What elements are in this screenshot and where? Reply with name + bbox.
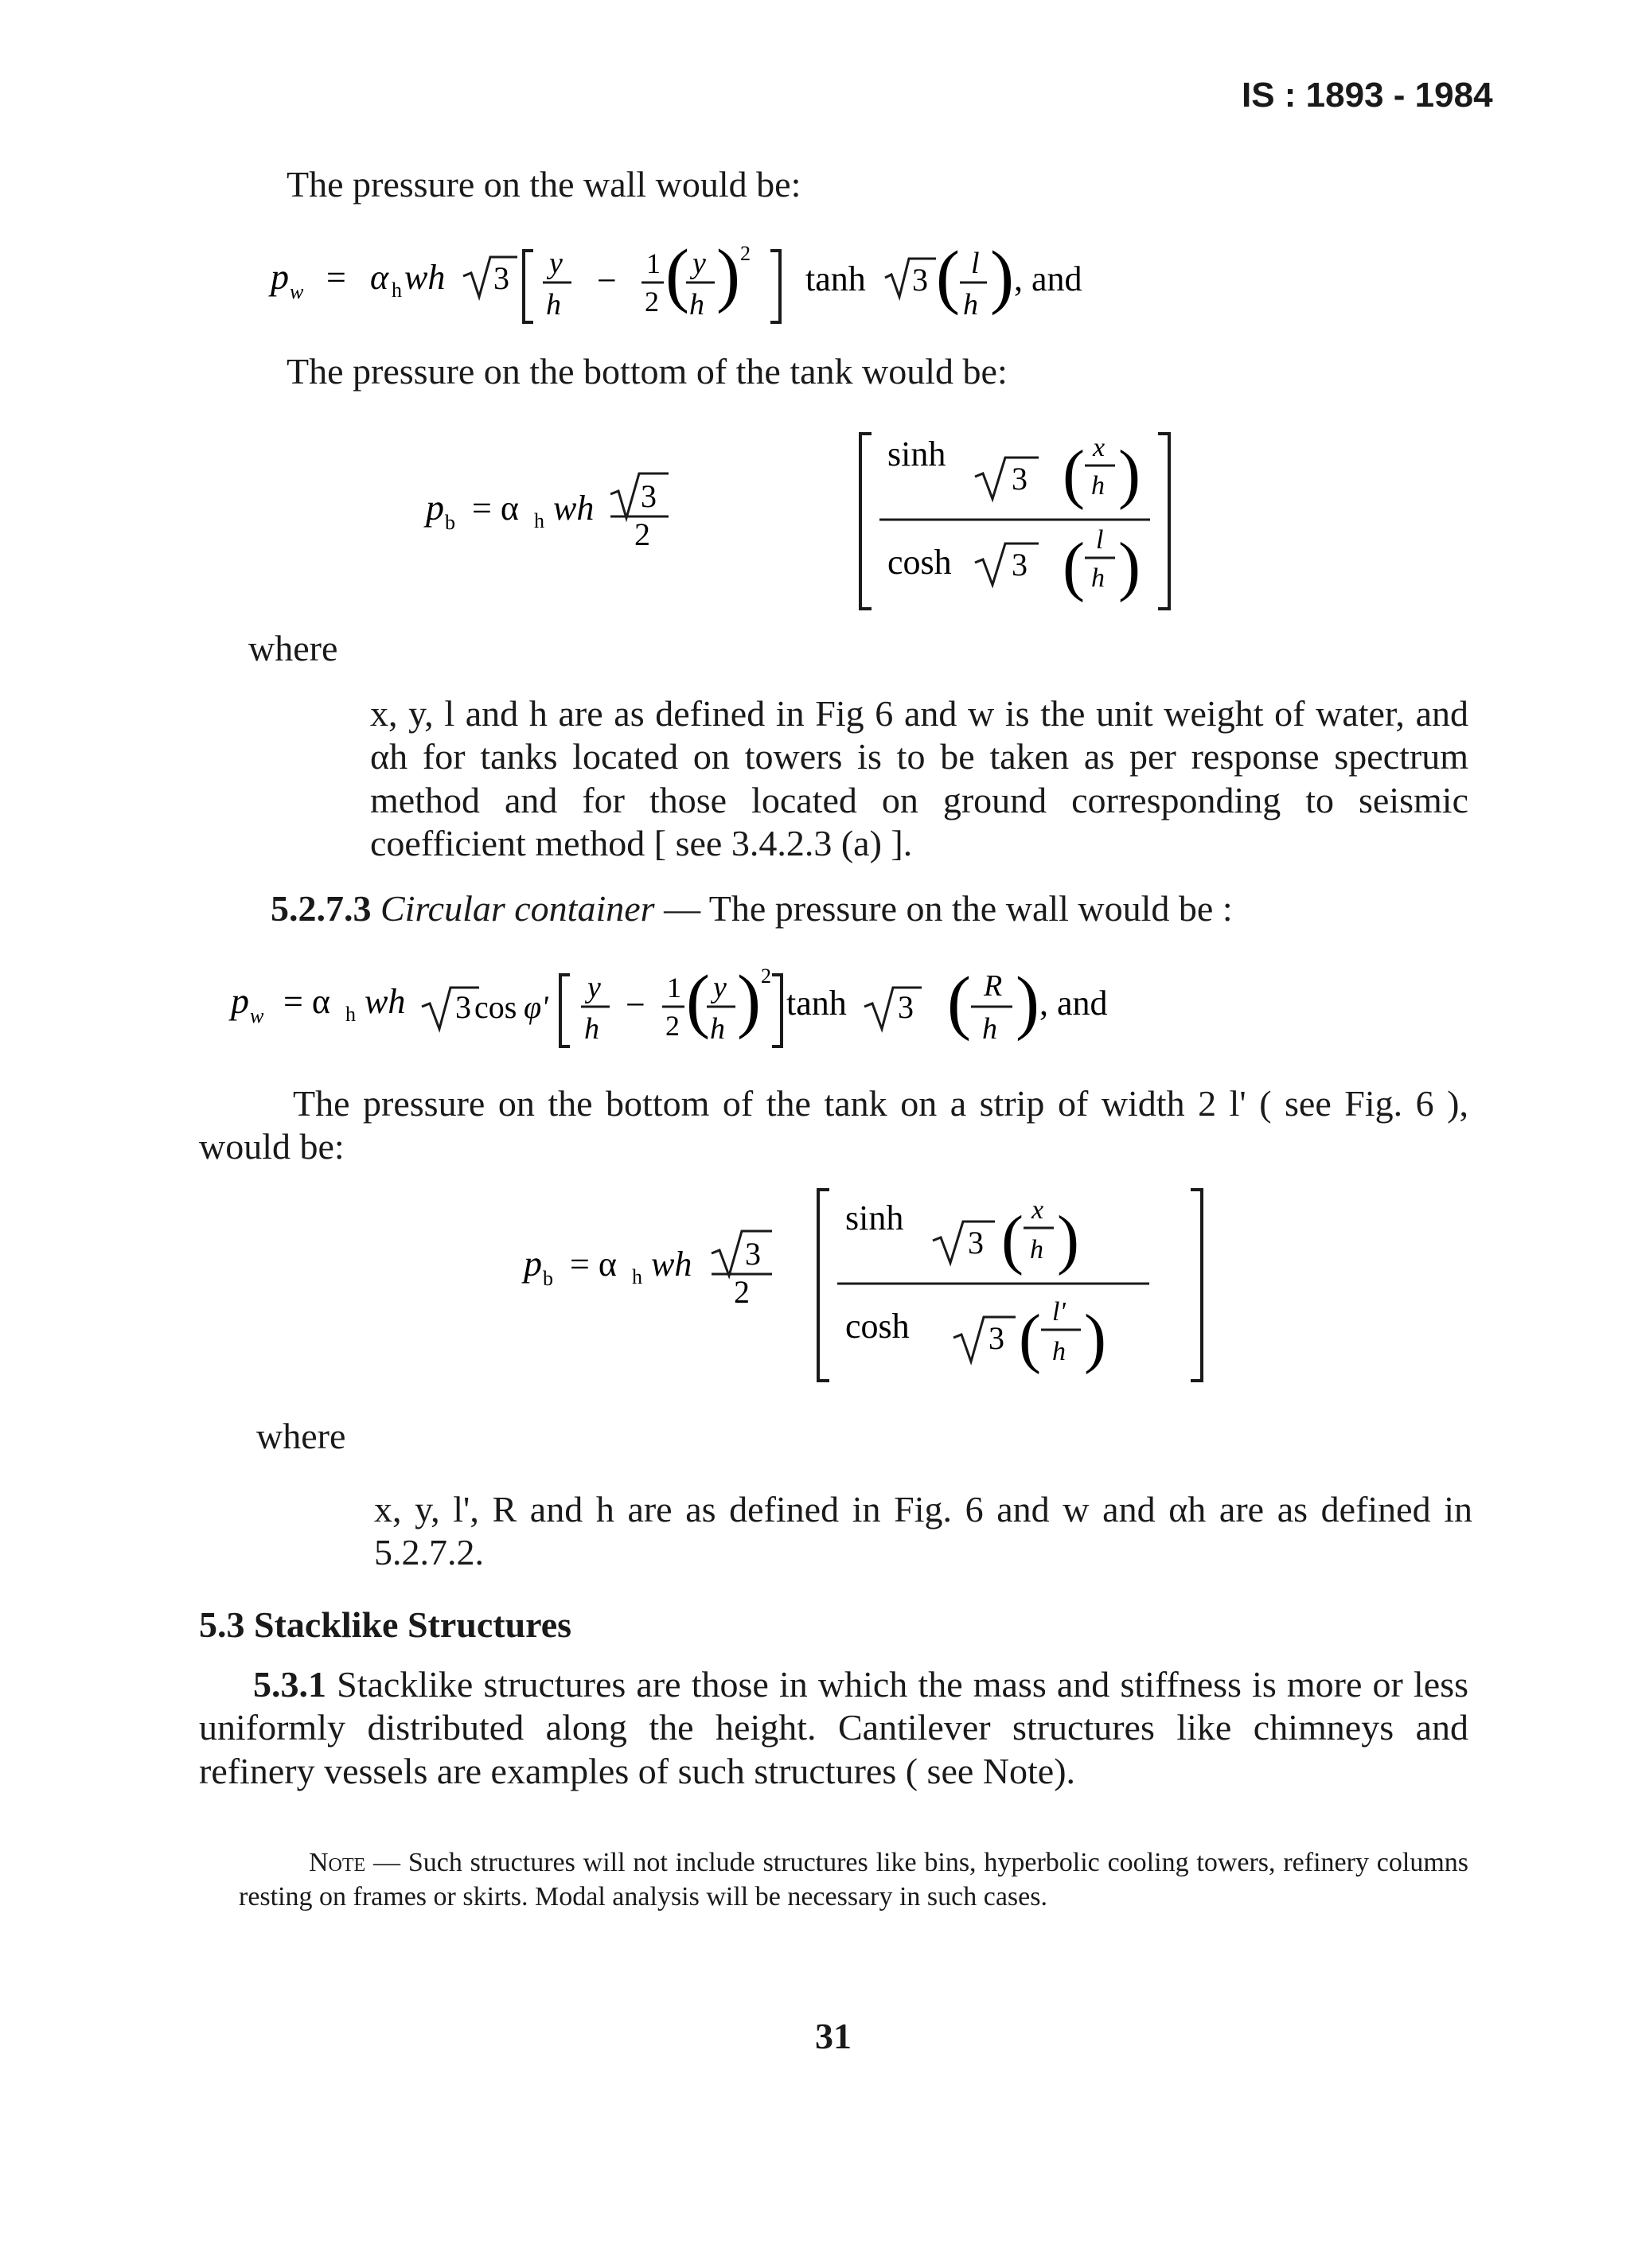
svg-text:p: p — [271, 256, 289, 297]
svg-text:cosh: cosh — [887, 543, 952, 582]
svg-text:): ) — [1084, 1301, 1106, 1375]
svg-text:3: 3 — [493, 260, 509, 296]
svg-text:b: b — [543, 1267, 553, 1290]
svg-text:=: = — [326, 258, 346, 297]
svg-text:h: h — [982, 1012, 997, 1046]
wall-pressure-intro: The pressure on the wall would be: — [287, 164, 801, 205]
svg-text:h: h — [392, 279, 402, 302]
svg-text:h: h — [1052, 1337, 1066, 1366]
equation-bottom-pressure-circular — [524, 1182, 1240, 1389]
svg-text:3: 3 — [968, 1225, 984, 1261]
svg-text:−: − — [626, 985, 645, 1024]
svg-text:y: y — [587, 971, 601, 1004]
svg-text:w: w — [250, 1004, 264, 1027]
svg-text:sinh: sinh — [887, 435, 946, 473]
svg-text:cosh: cosh — [845, 1307, 910, 1346]
equation-wall-pressure-circular — [231, 951, 1409, 1062]
svg-text:h: h — [1091, 563, 1105, 593]
page-number: 31 — [815, 2016, 852, 2056]
definitions-circular: x, y, l', R and h are as defined in Fig. 6 and w and αh are as defined in 5.2.7.2. — [374, 1489, 1472, 1573]
svg-text:1: 1 — [646, 247, 661, 279]
equation-bottom-rect-svg — [426, 418, 1261, 609]
where-label-1: where — [248, 628, 338, 668]
note-label: Note — [309, 1848, 366, 1877]
svg-text:cos: cos — [474, 989, 517, 1025]
svg-text:): ) — [737, 961, 761, 1040]
svg-text:2: 2 — [734, 1274, 750, 1310]
svg-text:(: ( — [936, 237, 960, 316]
svg-text:l': l' — [1052, 1297, 1066, 1327]
svg-text:2: 2 — [740, 242, 751, 265]
svg-text:3: 3 — [1012, 547, 1028, 583]
svg-text:wh: wh — [365, 982, 406, 1021]
svg-text:(: ( — [1019, 1301, 1041, 1375]
svg-text:, and: , and — [1039, 984, 1108, 1023]
where-label-2: where — [256, 1416, 346, 1456]
equation-bottom-circ-svg — [524, 1182, 1240, 1389]
equation-wall-circ-svg — [231, 951, 1409, 1062]
svg-text:(: ( — [947, 963, 971, 1042]
clause-text: — The pressure on the wall would be : — [654, 888, 1233, 929]
svg-text:R: R — [984, 969, 1003, 1003]
svg-text:2: 2 — [645, 286, 659, 318]
svg-text:3: 3 — [912, 262, 928, 298]
svg-text:wh: wh — [404, 258, 446, 297]
svg-text:x: x — [1093, 433, 1106, 462]
clause-5-2-7-3 — [271, 887, 1464, 930]
svg-text:l: l — [971, 247, 980, 280]
svg-text:(: ( — [1063, 437, 1085, 511]
svg-text:): ) — [990, 237, 1014, 316]
svg-text:h: h — [689, 288, 704, 321]
svg-text:h: h — [1030, 1235, 1043, 1265]
svg-text:p: p — [231, 980, 249, 1021]
equation-bottom-pressure-rect — [426, 418, 1261, 609]
svg-text:b: b — [445, 511, 455, 534]
svg-text:p: p — [426, 487, 444, 528]
svg-text:φ': φ' — [524, 989, 548, 1025]
svg-text:3: 3 — [989, 1320, 1004, 1356]
svg-text:wh: wh — [651, 1245, 692, 1284]
svg-text:α: α — [370, 258, 389, 297]
svg-text:): ) — [716, 236, 740, 314]
note-block — [239, 1846, 1468, 1914]
svg-text:): ) — [1016, 963, 1039, 1042]
svg-text:l: l — [1096, 525, 1104, 555]
svg-text:(: ( — [686, 961, 710, 1040]
svg-text:y: y — [549, 247, 563, 280]
svg-text:h: h — [345, 1003, 356, 1026]
svg-text:x: x — [1031, 1195, 1044, 1225]
svg-text:(: ( — [665, 236, 689, 314]
svg-text:tanh: tanh — [786, 984, 847, 1023]
circular-bottom-intro: The pressure on the bottom of the tank on a strip of width 2 l' ( see Fig. 6 ), would be: — [199, 1083, 1468, 1167]
svg-text:3: 3 — [641, 478, 657, 514]
svg-text:3: 3 — [455, 989, 471, 1025]
svg-text:p: p — [524, 1243, 542, 1284]
svg-text:(: ( — [1063, 529, 1085, 603]
svg-text:(: ( — [1001, 1202, 1024, 1276]
clause-number: 5.2.7.3 — [271, 888, 372, 929]
svg-text:): ) — [1118, 437, 1141, 511]
svg-text:3: 3 — [1012, 461, 1028, 497]
svg-text:tanh: tanh — [805, 259, 866, 298]
svg-text:h: h — [1091, 471, 1105, 501]
equation-wall-pressure-rect — [271, 227, 1417, 338]
bottom-pressure-intro: The pressure on the bottom of the tank would be: — [287, 351, 1008, 392]
svg-text:h: h — [710, 1012, 725, 1046]
svg-text:y: y — [713, 971, 727, 1004]
svg-text:h: h — [632, 1265, 642, 1288]
svg-text:, and: , and — [1014, 259, 1082, 298]
svg-text:= α: = α — [283, 982, 330, 1021]
paragraph-5-3-1 — [199, 1663, 1468, 1793]
svg-text:): ) — [1057, 1202, 1079, 1276]
svg-text:2: 2 — [665, 1010, 680, 1042]
svg-text:wh: wh — [553, 489, 595, 528]
svg-text:2: 2 — [761, 964, 771, 988]
svg-text:h: h — [534, 509, 544, 532]
svg-text:= α: = α — [472, 489, 519, 528]
svg-text:h: h — [963, 288, 978, 321]
svg-text:h: h — [546, 288, 561, 321]
svg-text:−: − — [597, 261, 617, 300]
svg-text:h: h — [584, 1012, 599, 1046]
svg-text:= α: = α — [570, 1245, 617, 1284]
para-number: 5.3.1 — [253, 1664, 326, 1705]
svg-text:y: y — [692, 247, 706, 280]
svg-text:2: 2 — [634, 516, 650, 552]
note-text: — Such structures will not include structures like bins, hyperbolic cooling towers, refinery columns resting on frames or skirts. Modal analysis will be necessary in such cases. — [239, 1848, 1468, 1911]
svg-text:sinh: sinh — [845, 1198, 904, 1237]
svg-text:w: w — [290, 280, 304, 303]
svg-text:): ) — [1118, 529, 1141, 603]
section-heading-5-3: 5.3 Stacklike Structures — [199, 1604, 572, 1645]
para-text: Stacklike structures are those in which the mass and stiffness is more or less uniformly distributed along the height. Cantilever structures like chimneys and refinery vessels are examples of such structures ( see Note). — [199, 1664, 1468, 1791]
clause-title: Circular container — [380, 888, 655, 929]
equation-wall-rect-svg — [271, 227, 1417, 338]
svg-text:3: 3 — [745, 1236, 761, 1272]
standard-number: IS : 1893 - 1984 — [1242, 76, 1493, 115]
definitions-rect: x, y, l and h are as defined in Fig 6 and w is the unit weight of water, and αh for tanks located on towers is to be taken as per response spectrum method and for those located on ground corresponding to seismic coefficient method [ see 3.4.2.3 (a) ]. — [370, 693, 1468, 863]
svg-text:1: 1 — [667, 972, 681, 1003]
svg-text:3: 3 — [898, 989, 914, 1025]
